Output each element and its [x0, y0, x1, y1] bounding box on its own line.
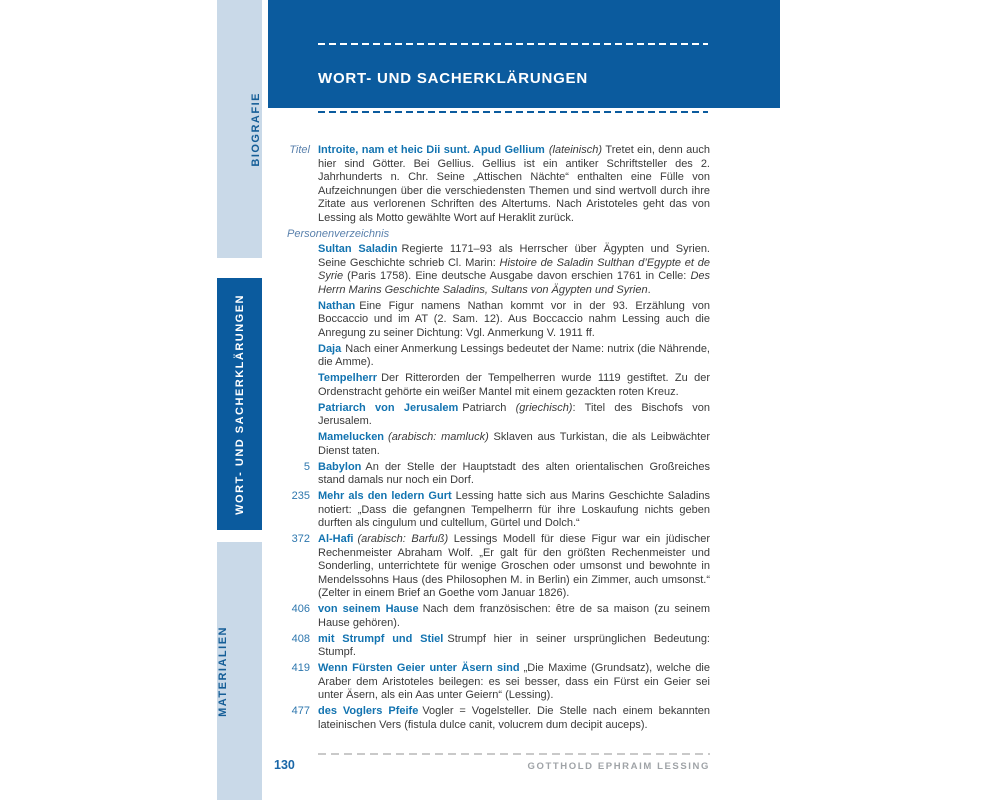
entry-body: [318, 662, 710, 703]
entry-text-segment: : Titel des Bischofs von Jerusalem.: [318, 401, 710, 427]
entry-term: des Voglers Pfeife: [318, 705, 419, 717]
entry-body: [318, 533, 710, 601]
entry-text-segment: Nach dem französischen: être de sa maison (zu seinem Hause gehören).: [318, 603, 711, 629]
section-heading: Personenverzeichnis: [287, 227, 390, 240]
entry-text-segment: Lessings Modell für diese Figur war ein jüdischer Rechenmeister Abraham Wolf. „Er galt für den größten Rechenmeister und Sonderling, unterrichtete für wenige Groschen oder umsonst und bewohnte in Mendelssohns Haus (des Philosophen M. in Berlin) ein Zimmer, auch umsonst.“ (Zelter in einem Brief an Goethe vom Januar 1826).: [318, 533, 710, 599]
entry-text-segment: (lateinisch): [548, 144, 606, 156]
entry-term: Al-Hafi: [318, 533, 354, 545]
entry-term: mit Strumpf und Stiel: [318, 632, 444, 645]
glossary-entry: [283, 603, 710, 630]
chapter-title: WORT- UND SACHERKLÄRUNGEN: [318, 70, 588, 87]
entry-term: von seinem Hause: [318, 603, 419, 615]
entry-text-segment: Regierte 1171–93 als Herrscher über Ägypten und Syrien. Seine Geschichte schrieb Cl. Marin:: [318, 243, 710, 269]
footer-dashed-rule: [318, 753, 710, 755]
sidebar-tab-label: WORT- UND SACHERKLÄRUNGEN: [233, 293, 246, 515]
glossary-entry: [283, 705, 710, 732]
header-dashed-rule: [318, 43, 708, 45]
entry-body: [318, 144, 710, 225]
entry-margin-label: [283, 243, 310, 297]
entry-text-segment: Histoire de Saladin Sulthan d’Egypte et de Syrie: [318, 256, 710, 282]
entry-line-number: 235: [291, 490, 310, 502]
entry-body: [318, 431, 710, 458]
glossary-entry: [283, 533, 710, 601]
entry-margin-label: [283, 343, 310, 370]
entry-term: Nathan: [318, 299, 356, 312]
entry-body: [318, 300, 710, 341]
entry-text-segment: .: [647, 283, 651, 296]
entry-term: Tempelherr: [318, 372, 378, 384]
entry-body: [318, 461, 710, 488]
entry-term: Mamelucken: [318, 431, 385, 443]
glossary-entry: [283, 662, 710, 703]
entry-body: [318, 603, 710, 630]
glossary-entry: [283, 490, 710, 531]
glossary-entry: [283, 144, 710, 225]
entry-body: [318, 490, 710, 531]
entry-term: Mehr als den ledern Gurt: [318, 490, 452, 502]
entry-text-segment: An der Stelle der Hauptstadt des alten orientalischen Großreiches stand damals nur noch ein Dorf.: [318, 460, 710, 486]
entry-text-segment: Der Ritterorden der Tempelherren wurde 1119 gestiftet. Zu der Ordenstracht gehörte ein weißer Mantel mit einem gezackten roten Kreuz.: [318, 372, 710, 398]
glossary-entry: [283, 633, 710, 660]
sidebar-tab-wort-und-sacherklaerungen[interactable]: [217, 278, 262, 530]
footer-author: GOTTHOLD EPHRAIM LESSING: [527, 761, 710, 772]
glossary-entry: [283, 402, 710, 429]
entry-term: Sultan Saladin: [318, 243, 398, 255]
chapter-header: [268, 0, 780, 108]
entry-text-segment: (arabisch: mamluck): [388, 431, 494, 443]
glossary-entry: [283, 372, 710, 399]
entry-text-segment: Vogler = Vogelsteller. Die Stelle nach einem bekannten lateinischen Vers (fistula dulce canit, volucrem dum decipit auceps).: [318, 705, 710, 731]
entry-text-segment: Des Herrn Marins Geschichte Saladins, Sultans von Ägypten und Syrien: [318, 270, 710, 296]
entry-text-segment: (arabisch: Barfuß): [357, 533, 454, 545]
glossary-entry: [283, 343, 710, 370]
entry-line-number: 372: [291, 533, 310, 545]
sidebar-tab-label: BIOGRAFIE: [250, 91, 262, 167]
entry-margin-label: [283, 431, 310, 458]
page-number: 130: [274, 758, 295, 772]
entry-body: [318, 343, 710, 370]
sidebar-tab-biografie[interactable]: [217, 0, 262, 258]
entry-line-number: 406: [291, 603, 310, 615]
entry-body: [318, 633, 710, 660]
entry-text-segment: Nach einer Anmerkung Lessings bedeutet der Name: nutrix (die Nährende, die Amme).: [318, 342, 710, 368]
entry-text-segment: Sklaven aus Turkistan, die als Leibwächter Dienst taten.: [318, 431, 711, 457]
entry-line-number: 477: [291, 705, 310, 717]
entry-term: Patriarch von Jerusalem: [318, 401, 459, 414]
glossary-entry: [283, 461, 710, 488]
glossary-entry: [283, 431, 710, 458]
entry-text-segment: Patriarch: [462, 401, 516, 414]
entry-text-segment: Eine Figur namens Nathan kommt vor in der 93. Erzählung von Boccaccio und im AT (2. Sam. 12). Aus Boccaccio nahm Lessing auch die Anregung zu seiner Dichtung: Vgl. Anmerkung V. 1911 ff.: [318, 299, 710, 339]
entry-margin-label: Titel: [289, 144, 310, 156]
entry-line-number: 408: [291, 632, 310, 645]
glossary-entry: [283, 243, 710, 297]
header-bottom-dashed-rule: [318, 111, 708, 113]
entry-term: Daja: [318, 342, 342, 355]
glossary-entries: [283, 144, 710, 735]
entry-body: [318, 372, 710, 399]
sidebar-tab-materialien[interactable]: [217, 542, 262, 800]
entry-term: Wenn Fürsten Geier unter Äsern sind: [318, 662, 520, 674]
entry-body: [318, 402, 710, 429]
entry-margin-label: [283, 372, 310, 399]
entry-margin-label: [283, 300, 310, 341]
entry-term: Introite, nam et heic Dii sunt. Apud Gellium: [318, 144, 545, 156]
entry-body: [318, 243, 710, 297]
glossary-entry: [283, 300, 710, 341]
entry-text-segment: „Die Maxime (Grundsatz), welche die Araber dem Aristoteles beilegen: es sei besser, dass ein Fürst ein Geier sei unter Äsern, als ein Aas unter Geiern“ (Lessing).: [318, 662, 710, 701]
entry-line-number: 5: [303, 460, 310, 473]
entry-margin-label: [283, 402, 310, 429]
entry-term: Babylon: [318, 460, 362, 473]
entry-text-segment: Strumpf hier in seiner ursprünglichen Bedeutung: Stumpf.: [318, 632, 710, 658]
entry-text-segment: Tretet ein, denn auch hier sind Götter. Bei Gellius. Gellius ist ein antiker Schriftsteller des 2. Jahrhunderts n. Chr. Seine „Attischen Nächte“ enthalten eine Fülle von Aufzeichnungen über die verschiedensten Themen und sind wertvoll durch ihre Zitate aus verlorenen Schriften des Altertums. Nach Aristoteles geht das von Lessing als Motto gewählte Wort auf Heraklit zurück.: [318, 144, 710, 224]
entry-line-number: 419: [291, 662, 310, 674]
entry-text-segment: Lessing hatte sich aus Marins Geschichte Saladins notiert: „Dass die gefangnen Tempelherrn für ihre Loskaufung nichts geben durften als cingulum und cultellum, Gürtel und Dolch.“: [318, 490, 710, 529]
entry-body: [318, 705, 710, 732]
entry-text-segment: (Paris 1758). Eine deutsche Ausgabe davon erschien 1761 in Celle:: [343, 270, 691, 282]
sidebar-tab-label: MATERIALIEN: [217, 625, 229, 717]
entry-text-segment: (griechisch): [515, 401, 573, 414]
